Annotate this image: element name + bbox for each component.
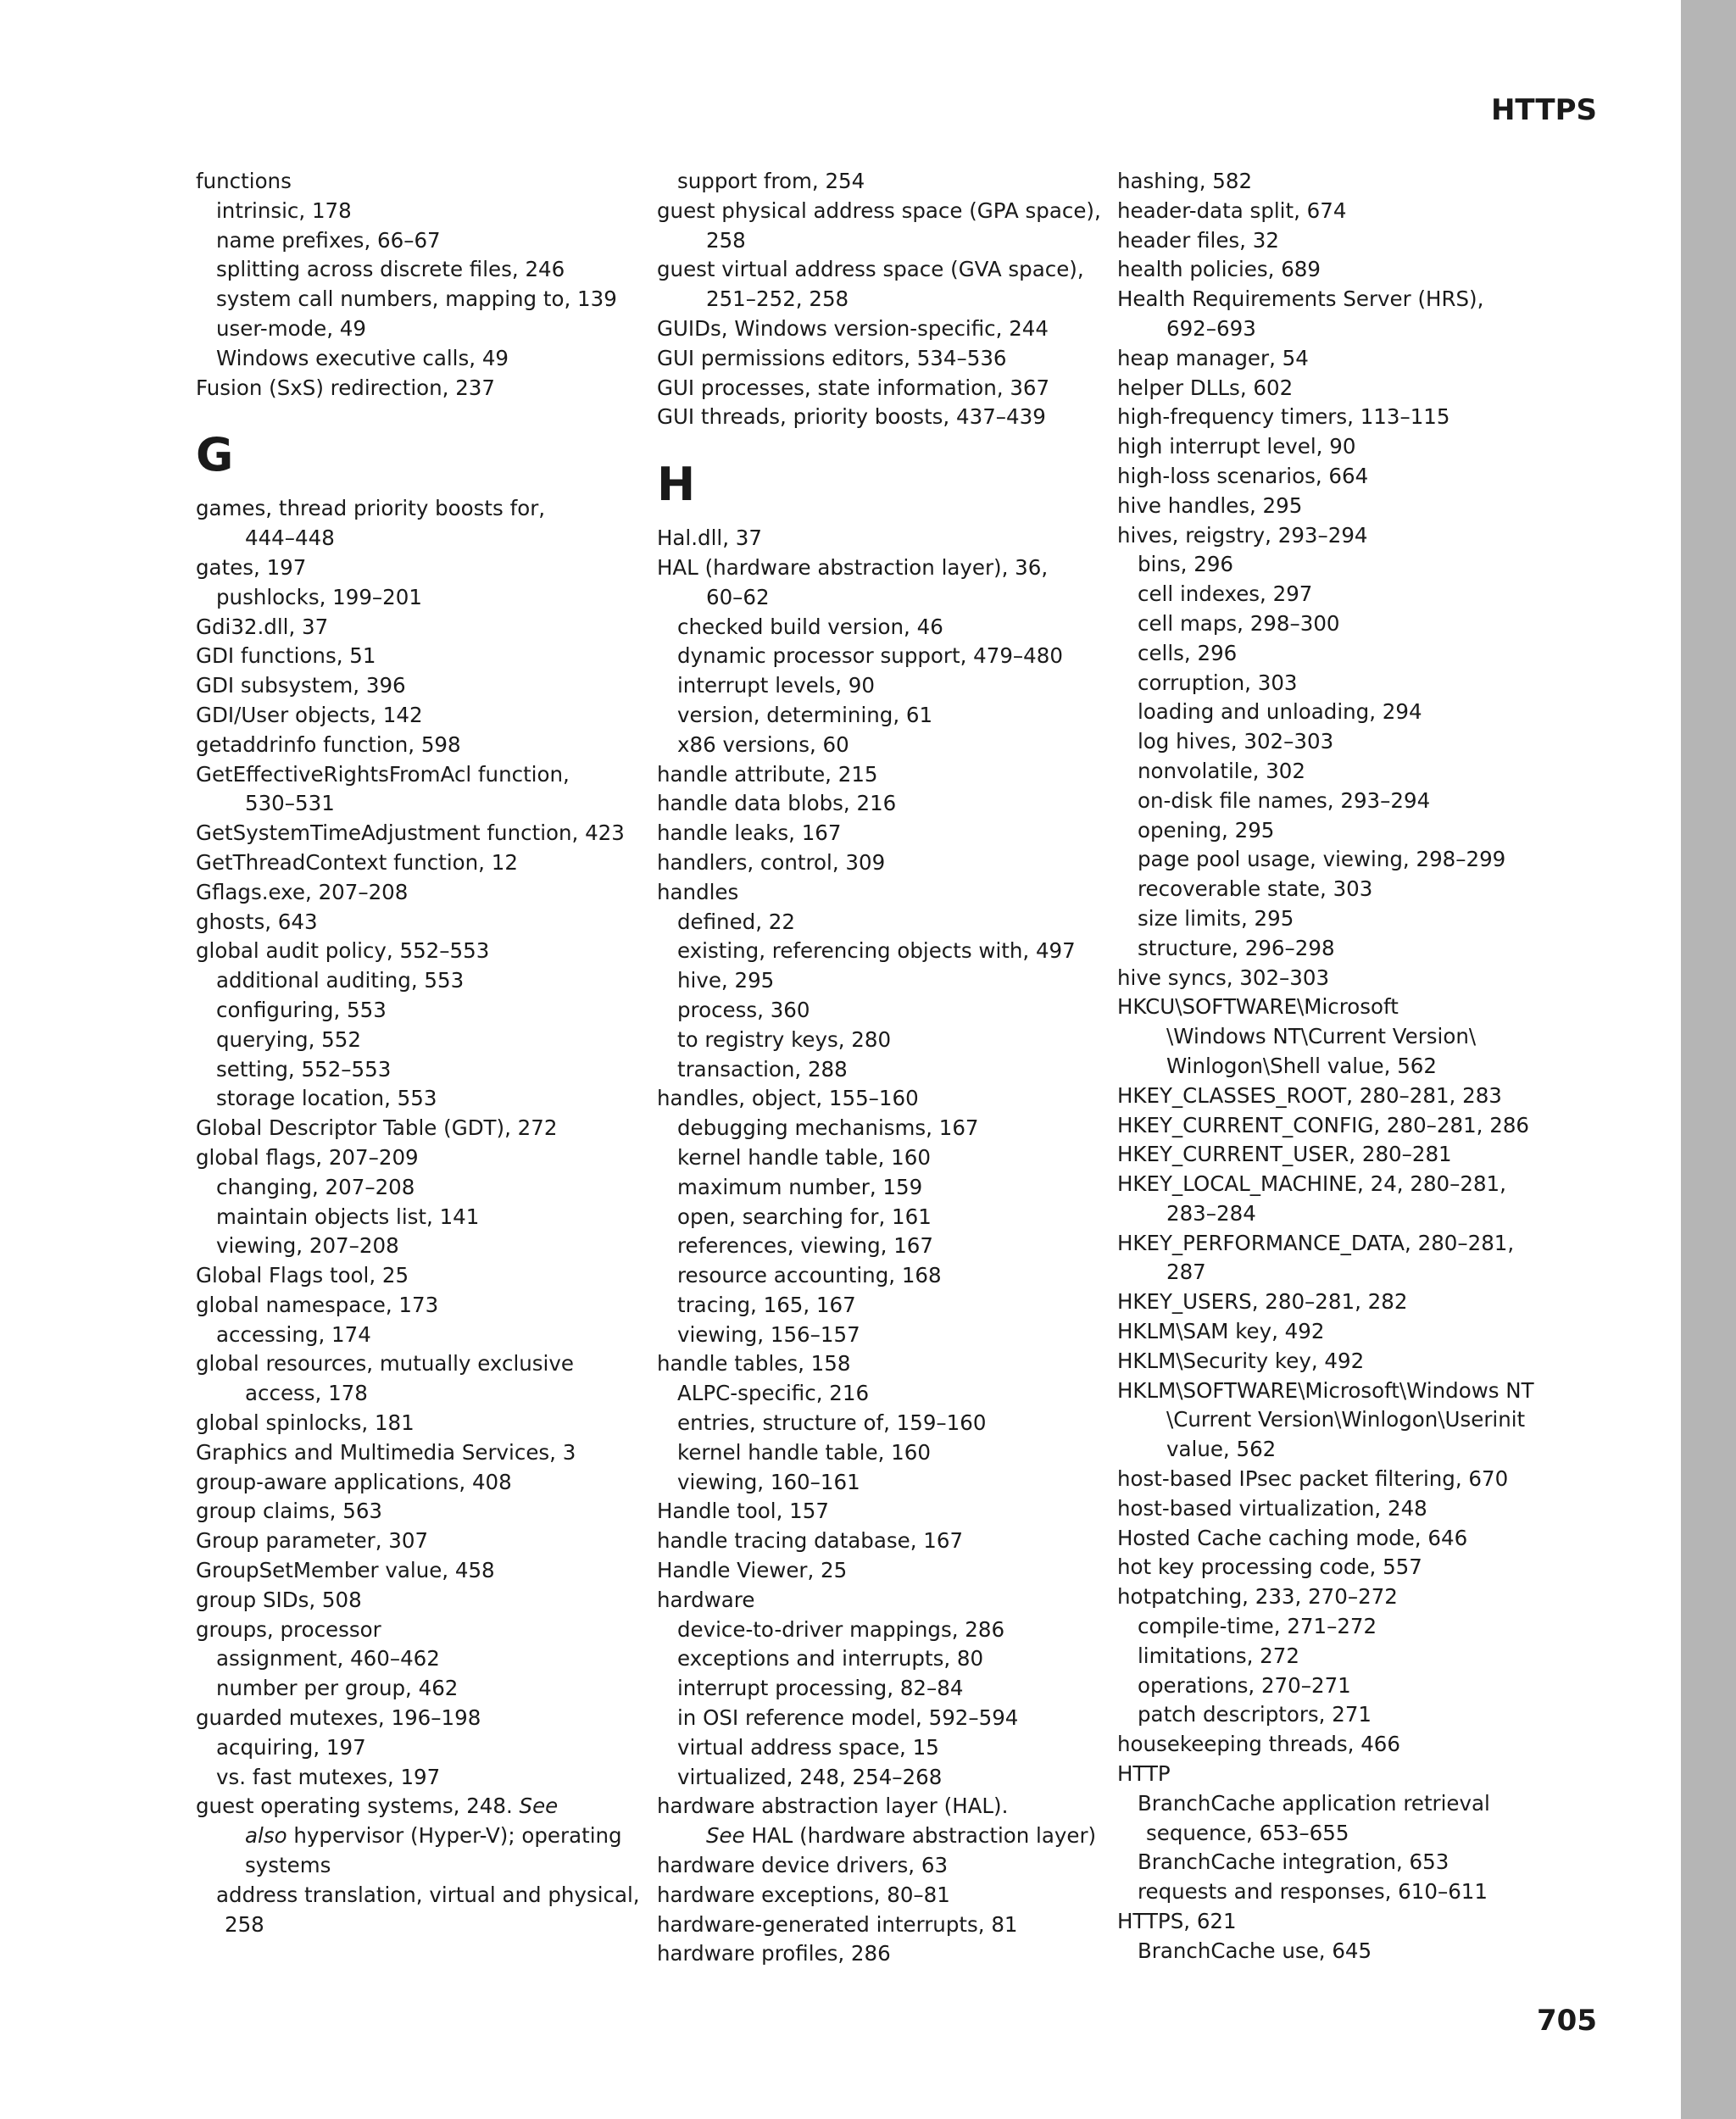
index-subentry: limitations, 272	[1138, 1643, 1299, 1668]
index-entry-continuation: systems	[245, 1853, 331, 1878]
index-entry-continuation: 692–693	[1166, 315, 1256, 341]
index-entry: handles, object, 155–160	[657, 1086, 919, 1111]
index-subentry: open, searching for, 161	[677, 1204, 932, 1229]
index-subentry: viewing, 207–208	[216, 1233, 399, 1259]
index-subentry: ALPC-specific, 216	[677, 1381, 870, 1406]
index-subentry: BranchCache use, 645	[1138, 1938, 1372, 1963]
index-subentry: existing, referencing objects with, 497	[677, 938, 1076, 964]
index-entry: HTTP	[1117, 1761, 1171, 1787]
index-entry: GUI permissions editors, 534–536	[657, 345, 1007, 370]
index-entry: helper DLLs, 602	[1117, 375, 1294, 400]
page-number: 705	[1537, 2004, 1597, 2038]
index-entry-continuation: access, 178	[245, 1381, 368, 1406]
index-entry: Gdi32.dll, 37	[196, 614, 329, 639]
index-entry: global resources, mutually exclusive	[196, 1351, 574, 1377]
page-edge-bar	[1681, 0, 1736, 2119]
index-subentry: support from, 254	[677, 169, 865, 193]
index-entry: GUI threads, priority boosts, 437–439	[657, 404, 1046, 430]
index-subentry: assignment, 460–462	[216, 1646, 440, 1671]
index-entry-continuation: 60–62	[706, 584, 770, 609]
index-subentry: intrinsic, 178	[216, 197, 352, 223]
index-subentry: address translation, virtual and physical,	[216, 1882, 640, 1907]
index-subentry: maximum number, 159	[677, 1174, 923, 1199]
index-subentry: entries, structure of, 159–160	[677, 1410, 987, 1436]
index-entry: HKEY_USERS, 280–281, 282	[1117, 1289, 1408, 1315]
index-entry: health policies, 689	[1117, 257, 1321, 282]
index-entry: HKLM\SAM key, 492	[1117, 1319, 1325, 1344]
index-entry: hotpatching, 233, 270–272	[1117, 1584, 1398, 1610]
index-entry: HKEY_PERFORMANCE_DATA, 280–281,	[1117, 1230, 1515, 1255]
index-entry: global audit policy, 552–553	[196, 938, 490, 964]
see-reference: See	[706, 1823, 745, 1849]
index-entry: games, thread priority boosts for,	[196, 496, 546, 521]
index-entry: guest physical address space (GPA space),	[657, 197, 1101, 223]
index-entry-continuation: 251–252, 258	[706, 286, 849, 312]
index-subentry: number per group, 462	[216, 1676, 459, 1701]
index-entry: handle tables, 158	[657, 1351, 851, 1377]
entry-text: hypervisor (Hyper-V); operating	[287, 1823, 622, 1849]
index-subentry: viewing, 160–161	[677, 1469, 860, 1494]
index-entry-continuation: Winlogon\Shell value, 562	[1166, 1053, 1437, 1078]
index-entry: Health Requirements Server (HRS),	[1117, 286, 1484, 312]
index-column-3	[1117, 167, 1558, 1966]
index-entry: hardware abstraction layer (HAL).	[657, 1794, 1009, 1819]
index-subentry: structure, 296–298	[1138, 935, 1335, 960]
index-subentry: exceptions and interrupts, 80	[677, 1646, 984, 1671]
index-entry: Gflags.exe, 207–208	[196, 879, 409, 904]
index-entry: housekeeping threads, 466	[1117, 1732, 1400, 1757]
section-letter-g: G	[196, 428, 234, 482]
index-entry: getaddrinfo function, 598	[196, 731, 461, 757]
index-entry: GDI subsystem, 396	[196, 673, 406, 698]
index-entry: hardware	[657, 1587, 755, 1612]
index-subentry: size limits, 295	[1138, 905, 1294, 931]
index-entry: hardware exceptions, 80–81	[657, 1882, 950, 1907]
index-entry: HAL (hardware abstraction layer), 36,	[657, 554, 1049, 580]
index-entry-continuation	[657, 1821, 1098, 1851]
index-entry: GetSystemTimeAdjustment function, 423	[196, 820, 625, 846]
index-subentry: device-to-driver mappings, 286	[677, 1616, 1005, 1642]
index-entry: HKLM\Security key, 492	[1117, 1348, 1365, 1373]
index-subentry: interrupt processing, 82–84	[677, 1676, 964, 1701]
index-entry-continuation: 287	[1166, 1260, 1206, 1285]
index-entry-continuation	[196, 1821, 637, 1851]
index-entry-continuation: 530–531	[245, 791, 335, 816]
index-entry: host-based virtualization, 248	[1117, 1495, 1427, 1521]
index-subentry: hive, 295	[677, 968, 775, 993]
index-entry: Group parameter, 307	[196, 1528, 429, 1554]
index-subentry: configuring, 553	[216, 997, 387, 1022]
index-entry: hardware profiles, 286	[657, 1941, 891, 1966]
index-entry: high-loss scenarios, 664	[1117, 463, 1369, 488]
index-subentry: acquiring, 197	[216, 1734, 366, 1760]
index-entry: GUIDs, Windows version-specific, 244	[657, 315, 1049, 341]
index-entry: handle data blobs, 216	[657, 791, 897, 816]
index-subentry: vs. fast mutexes, 197	[216, 1764, 441, 1789]
index-subentry: kernel handle table, 160	[677, 1144, 931, 1170]
index-entry: GroupSetMember value, 458	[196, 1558, 495, 1583]
index-entry-continuation: 258	[706, 227, 746, 253]
index-subentry: querying, 552	[216, 1026, 361, 1052]
section-letter-h: H	[657, 458, 696, 512]
index-subentry: defined, 22	[677, 909, 795, 934]
index-entry: GUI processes, state information, 367	[657, 375, 1050, 400]
index-entry: Global Flags tool, 25	[196, 1263, 409, 1288]
index-entry: handle tracing database, 167	[657, 1528, 964, 1554]
index-entry: handle leaks, 167	[657, 820, 842, 846]
index-entry: HKEY_CURRENT_CONFIG, 280–281, 286	[1117, 1112, 1530, 1137]
index-subentry: tracing, 165, 167	[677, 1292, 856, 1317]
index-subentry: in OSI reference model, 592–594	[677, 1705, 1019, 1731]
index-subentry-continuation: 258	[225, 1911, 264, 1937]
index-subentry: opening, 295	[1138, 817, 1275, 843]
index-subentry: recoverable state, 303	[1138, 876, 1373, 902]
entry-text: guest operating systems, 248.	[196, 1794, 520, 1819]
index-subentry: user-mode, 49	[216, 315, 366, 341]
index-subentry: references, viewing, 167	[677, 1233, 933, 1259]
index-subentry: virtual address space, 15	[677, 1734, 939, 1760]
index-subentry: checked build version, 46	[677, 614, 943, 639]
index-entry: hives, reigstry, 293–294	[1117, 522, 1368, 548]
index-entry: Hosted Cache caching mode, 646	[1117, 1525, 1468, 1550]
index-entry: Global Descriptor Table (GDT), 272	[196, 1115, 558, 1141]
index-column-2	[657, 167, 1101, 1969]
index-entry: hot key processing code, 557	[1117, 1554, 1422, 1580]
index-entry: HKEY_LOCAL_MACHINE, 24, 280–281,	[1117, 1171, 1506, 1197]
index-subentry: virtualized, 248, 254–268	[677, 1764, 943, 1789]
index-entry: hardware device drivers, 63	[657, 1853, 949, 1878]
index-entry: global spinlocks, 181	[196, 1410, 415, 1436]
index-subentry: nonvolatile, 302	[1138, 758, 1305, 783]
index-subentry: x86 versions, 60	[677, 731, 849, 757]
index-entry-continuation: 444–448	[245, 526, 335, 551]
index-entry: HKEY_CLASSES_ROOT, 280–281, 283	[1117, 1082, 1502, 1108]
index-entry: header files, 32	[1117, 227, 1279, 253]
index-entry: hive syncs, 302–303	[1117, 965, 1330, 990]
index-subentry: dynamic processor support, 479–480	[677, 643, 1063, 669]
index-subentry: to registry keys, 280	[677, 1026, 892, 1052]
index-entry: Handle tool, 157	[657, 1499, 829, 1524]
index-subentry: resource accounting, 168	[677, 1263, 942, 1288]
running-head: HTTPS	[1490, 93, 1597, 127]
index-subentry: cells, 296	[1138, 640, 1238, 665]
index-entry: guarded mutexes, 196–198	[196, 1705, 481, 1731]
index-subentry: bins, 296	[1138, 552, 1233, 577]
index-entry: handle attribute, 215	[657, 761, 878, 787]
index-subentry: cell indexes, 297	[1138, 581, 1313, 607]
index-entry-continuation: 283–284	[1166, 1200, 1256, 1226]
index-subentry: on-disk file names, 293–294	[1138, 787, 1431, 813]
index-entry: heap manager, 54	[1117, 345, 1309, 370]
index-subentry: process, 360	[677, 997, 810, 1022]
index-subentry: requests and responses, 610–611	[1138, 1879, 1488, 1905]
index-subentry: corruption, 303	[1138, 670, 1298, 695]
index-subentry: BranchCache application retrieval	[1138, 1790, 1490, 1816]
index-subentry: operations, 270–271	[1138, 1672, 1351, 1698]
index-entry: HKCU\SOFTWARE\Microsoft	[1117, 994, 1399, 1020]
index-subentry: storage location, 553	[216, 1086, 437, 1111]
index-subentry: name prefixes, 66–67	[216, 227, 441, 253]
index-entry: handles	[657, 879, 739, 904]
index-subentry: maintain objects list, 141	[216, 1204, 480, 1229]
index-entry: HTTPS, 621	[1117, 1909, 1237, 1934]
index-entry: high interrupt level, 90	[1117, 434, 1356, 459]
index-entry-continuation: value, 562	[1166, 1437, 1277, 1462]
index-entry: header-data split, 674	[1117, 197, 1347, 223]
index-entry: hashing, 582	[1117, 169, 1253, 193]
index-entry: ghosts, 643	[196, 909, 318, 934]
index-subentry-continuation: sequence, 653–655	[1146, 1820, 1349, 1845]
index-entry: GetEffectiveRightsFromAcl function,	[196, 761, 570, 787]
index-entry: guest virtual address space (GVA space),	[657, 257, 1084, 282]
index-entry: gates, 197	[196, 554, 307, 580]
index-entry: Hal.dll, 37	[657, 526, 762, 551]
index-subentry: changing, 207–208	[216, 1174, 415, 1199]
index-entry: group SIDs, 508	[196, 1587, 362, 1612]
index-subentry: kernel handle table, 160	[677, 1439, 931, 1465]
index-subentry: system call numbers, mapping to, 139	[216, 286, 617, 312]
index-subentry: interrupt levels, 90	[677, 673, 875, 698]
index-entry: high-frequency timers, 113–115	[1117, 404, 1450, 430]
index-entry: global namespace, 173	[196, 1292, 439, 1317]
index-subentry: BranchCache integration, 653	[1138, 1849, 1449, 1875]
index-entry: groups, processor	[196, 1616, 381, 1642]
index-entry: global flags, 207–209	[196, 1144, 419, 1170]
index-subentry: additional auditing, 553	[216, 968, 465, 993]
index-entry: GetThreadContext function, 12	[196, 849, 518, 875]
index-subentry: splitting across discrete files, 246	[216, 257, 565, 282]
index-subentry: accessing, 174	[216, 1321, 371, 1347]
index-entry: GDI functions, 51	[196, 643, 376, 669]
index-subentry: log hives, 302–303	[1138, 729, 1334, 754]
index-entry: hardware-generated interrupts, 81	[657, 1911, 1018, 1937]
index-subentry: transaction, 288	[677, 1056, 848, 1082]
index-entry: host-based IPsec packet filtering, 670	[1117, 1466, 1509, 1492]
index-entry: Fusion (SxS) redirection, 237	[196, 375, 495, 400]
entry-text: HAL (hardware abstraction layer)	[744, 1823, 1097, 1849]
index-subentry: cell maps, 298–300	[1138, 610, 1340, 636]
index-column-1	[196, 167, 640, 1939]
index-entry: Graphics and Multimedia Services, 3	[196, 1439, 576, 1465]
index-subentry: version, determining, 61	[677, 702, 933, 727]
index-subentry: patch descriptors, 271	[1138, 1702, 1372, 1727]
index-entry: functions	[196, 169, 292, 193]
index-entry: group claims, 563	[196, 1499, 383, 1524]
index-subentry: viewing, 156–157	[677, 1321, 860, 1347]
index-entry: handlers, control, 309	[657, 849, 886, 875]
index-entry	[196, 1792, 637, 1821]
index-entry: HKEY_CURRENT_USER, 280–281	[1117, 1142, 1452, 1167]
see-also-reference: also	[245, 1823, 287, 1849]
see-reference: See	[519, 1794, 559, 1819]
index-subentry: page pool usage, viewing, 298–299	[1138, 847, 1506, 872]
index-entry: group-aware applications, 408	[196, 1469, 512, 1494]
index-subentry: compile-time, 271–272	[1138, 1614, 1377, 1639]
index-subentry: Windows executive calls, 49	[216, 345, 509, 370]
index-entry: Handle Viewer, 25	[657, 1558, 848, 1583]
index-entry: hive handles, 295	[1117, 492, 1303, 518]
index-subentry: setting, 552–553	[216, 1056, 392, 1082]
index-subentry: loading and unloading, 294	[1138, 699, 1422, 725]
index-entry: GDI/User objects, 142	[196, 702, 423, 727]
index-entry-continuation: \Current Version\Winlogon\Userinit	[1166, 1407, 1526, 1432]
index-entry: HKLM\SOFTWARE\Microsoft\Windows NT	[1117, 1377, 1534, 1403]
index-subentry: pushlocks, 199–201	[216, 584, 422, 609]
index-entry-continuation: \Windows NT\Current Version\	[1166, 1024, 1477, 1049]
index-subentry: debugging mechanisms, 167	[677, 1115, 979, 1141]
